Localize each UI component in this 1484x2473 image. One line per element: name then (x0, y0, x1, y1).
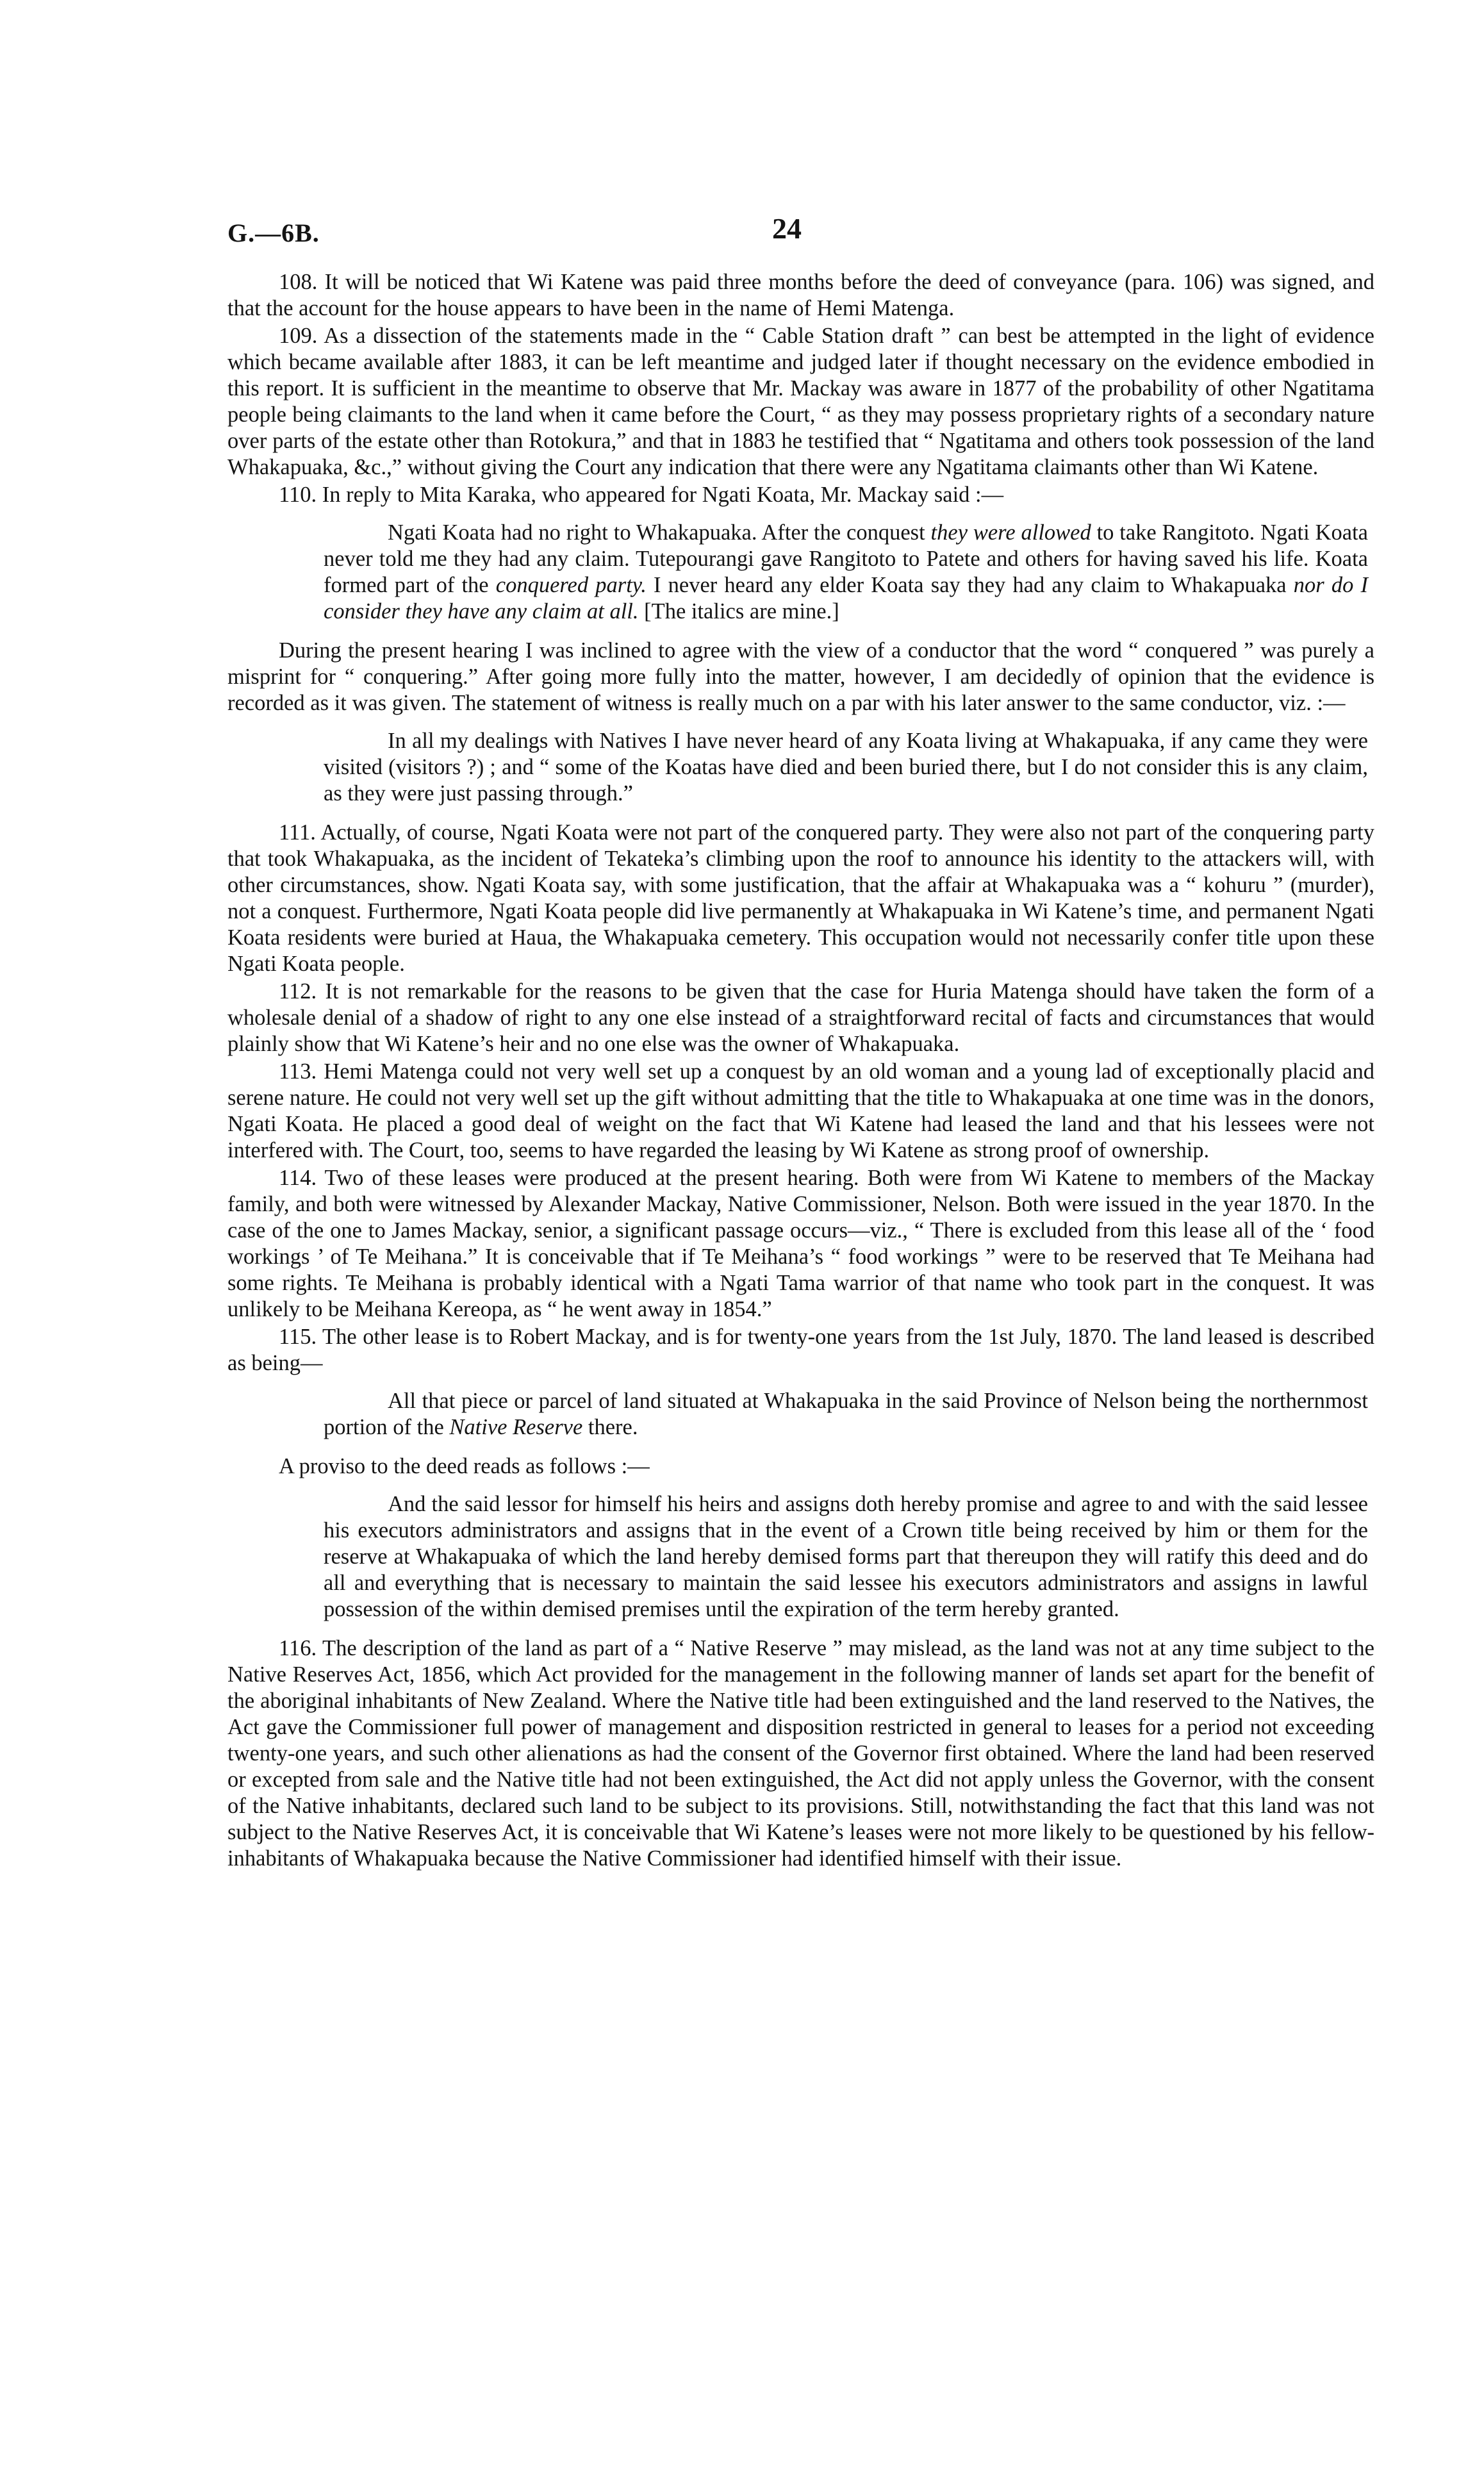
document-reference: G.—6B. (227, 219, 320, 247)
quote-land-description (227, 1388, 1374, 1441)
quote-italic: they were allowed (930, 520, 1091, 545)
page-number: 24 (772, 212, 802, 245)
quote-text: Ngati Koata had no right to Whakapuaka. After the conquest (388, 520, 931, 545)
document-page (227, 211, 1374, 1873)
paragraph-114: 114. Two of these leases were produced at the present hearing. Both were from Wi Katene to members of the Mackay family, and both were witnessed by Alexander Mackay, Native Commissioner, Nelson. Both were issued in the year 1870. In the case of the one to James Mackay, senior, a significant passage occurs—viz., “ There is excluded from this lease all of the ‘ food workings ’ of Te Meihana.” It is conceivable that if Te Meihana’s “ food workings ” were to be reserved that Te Meihana had some rights. Te Meihana is probably identical with a Ngati Tama warrior of that name who took part in the conquest. It was unlikely to be Meihana Kereopa, as “ he went away in 1854.” (227, 1166, 1374, 1321)
paragraph-112: 112. It is not remarkable for the reasons to be given that the case for Huria Matenga should have taken the form of a wholesale denial of a shadow of right to any one else instead of a straightforward recital of facts and circumstances that would plainly show that Wi Katene’s heir and no one else was the owner of Whakapuaka. (227, 979, 1374, 1056)
quote-deed-proviso: And the said lessor for himself his heirs and assigns doth hereby promise and agree to and with the said lessee his executors administrators and assigns that in the event of a Crown title being received by him or them for the reserve at Whakapuaka of which the land hereby demised forms part that thereupon they will ratify this deed and do all and everything that is necessary to maintain the said lessee his executors administrators and assigns in lawful possession of the within demised premises until the expiration of the term hereby granted. (324, 1492, 1368, 1621)
quote-text: to take Rangitoto. Ngati Koata never told me they had any claim. Tutepourangi gave Rangitoto to Patete and others for having saved his life. Koata formed part of the (324, 520, 1368, 597)
paragraph-108: 108. It will be noticed that Wi Katene was paid three months before the deed of conveyance (para. 106) was signed, and that the account for the house appears to have been in the name of Hemi Matenga. (227, 270, 1374, 320)
paragraph-115: 115. The other lease is to Robert Mackay, and is for twenty-one years from the 1st July, 1870. The land leased is described as being— (227, 1325, 1374, 1375)
paragraph-109: 109. As a dissection of the statements made in the “ Cable Station draft ” can best be attempted in the light of evidence which became available after 1883, it can be left meantime and judged later if thought necessary on the evidence embodied in this report. It is sufficient in the meantime to observe that Mr. Mackay was aware in 1877 of the probability of other Ngatitama people being claimants to the land when it came before the Court, “ as they may possess proprietary rights of a secondary nature over parts of the estate other than Rotokura,” and that in 1883 he testified that “ Ngatitama and others took possession of the land Whakapuaka, &c.,” without giving the Court any indication that there were any Ngatitama claimants other than Wi Katene. (227, 324, 1374, 479)
quote-italic: Native Reserve (449, 1415, 583, 1439)
quote-mackay-evidence (227, 520, 1374, 625)
paragraph-113: 113. Hemi Matenga could not very well set up a conquest by an old woman and a young lad of exceptionally placid and serene nature. He could not very well set up the gift without admitting that the title to Whakapuaka at one time was in the donors, Ngati Koata. He placed a good deal of weight on the fact that Wi Katene had leased the land and that his lessees were not interfered with. The Court, too, seems to have regarded the leasing by Wi Katene as strong proof of ownership. (227, 1059, 1374, 1162)
quote-italic: nor do I consider they have any claim at all. (324, 573, 1369, 624)
quote-text: I never heard any elder Koata say they had any claim to Whakapuaka (646, 573, 1294, 597)
quote-dealings-with-natives: In all my dealings with Natives I have never heard of any Koata living at Whakapuaka, if any came they were visited (visitors ?) ; and “ some of the Koatas have died and been buried there, but I do not consider this is any claim, as they were just passing through.” (324, 729, 1368, 806)
page-header (227, 211, 1374, 269)
quote-text: there. (582, 1415, 638, 1439)
paragraph-116: 116. The description of the land as part of a “ Native Reserve ” may mislead, as the land was not at any time subject to the Native Reserves Act, 1856, which Act provided for the management in the following manner of lands set apart for the benefit of the aboriginal inhabitants of New Zealand. Where the Native title had been extinguished and the land reserved to the Natives, the Act gave the Commissioner full power of management and disposition restricted in general to leases for a period not exceeding twenty-one years, and such other alienations as had the consent of the Governor first obtained. Where the land had been reserved or excepted from sale and the Native title had not been extinguished, the Act did not apply unless the Governor, with the consent of the Native inhabitants, declared such land to be subject to its provisions. Still, notwithstanding the fact that this land was not subject to the Native Reserves Act, it is conceivable that Wi Katene’s leases were not more likely to be questioned by his fellow-inhabitants of Whakapuaka because the Native Commissioner had identified himself with their issue. (227, 1636, 1374, 1871)
editorial-note: [The italics are mine.] (638, 599, 839, 624)
quote-text: All that piece or parcel of land situated at Whakapuaka in the said Province of Nelson being the northernmost portion of the (324, 1389, 1368, 1439)
paragraph-115-proviso-intro: A proviso to the deed reads as follows :— (279, 1454, 650, 1478)
paragraph-110-continued: During the present hearing I was inclined to agree with the view of a conductor that the word “ conquered ” was purely a misprint for “ conquering.” After going more fully into the matter, however, I am decidedly of opinion that the evidence is recorded as it was given. The statement of witness is really much on a par with his later answer to the same conductor, viz. :— (227, 638, 1374, 715)
quote-italic: conquered party. (495, 573, 647, 597)
body-text (227, 269, 1374, 1872)
paragraph-111: 111. Actually, of course, Ngati Koata were not part of the conquered party. They were also not part of the conquering party that took Whakapuaka, as the incident of Tekateka’s climbing upon the roof to announce his identity to the attackers will, with other circumstances, show. Ngati Koata say, with some justification, that the affair at Whakapuaka was a “ kohuru ” (murder), not a conquest. Furthermore, Ngati Koata people did live permanently at Whakapuaka in Wi Katene’s time, and permanent Ngati Koata residents were buried at Haua, the Whakapuaka cemetery. This occupation would not necessarily confer title upon these Ngati Koata people. (227, 820, 1374, 976)
paragraph-110: 110. In reply to Mita Karaka, who appeared for Ngati Koata, Mr. Mackay said :— (279, 483, 1004, 507)
